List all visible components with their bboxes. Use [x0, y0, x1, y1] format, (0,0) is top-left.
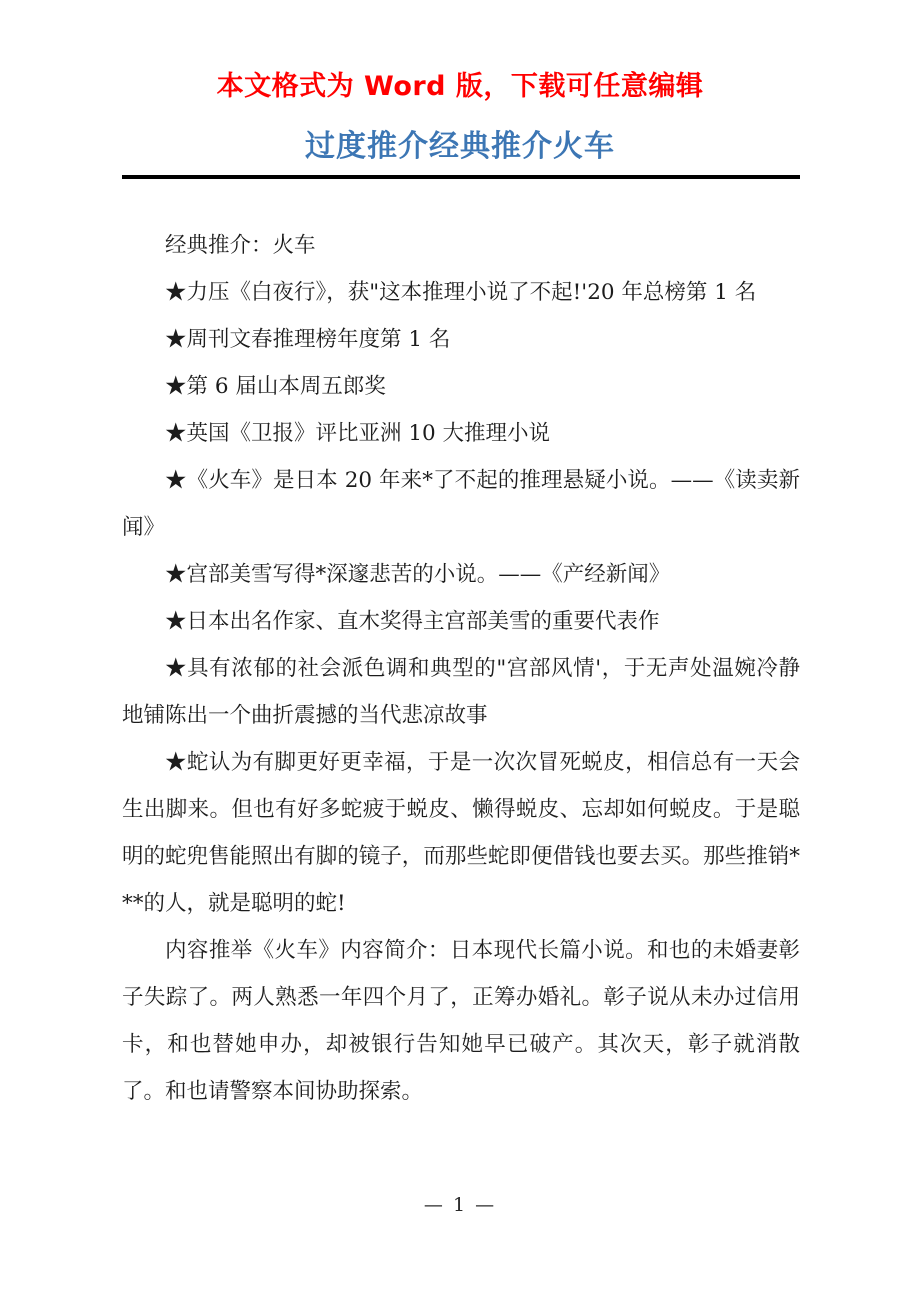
- page-title: 过度推介经典推介火车: [305, 129, 615, 164]
- paragraph-author: ★日本出名作家、直木奖得主宫部美雪的重要代表作: [165, 609, 660, 634]
- word-format-notice: 本文格式为 Word 版，下载可任意编辑: [216, 71, 704, 102]
- paragraph-award-3: ★第 6 届山本周五郎奖: [165, 374, 386, 399]
- paragraph-quote-1: ★《火车》是日本 20 年来*了不起的推理悬疑小说。——《读卖新闻》: [122, 468, 800, 540]
- paragraph-award-1: ★力压《白夜行》，获"这本推理小说了不起!'20 年总榜第 1 名: [165, 280, 757, 305]
- paragraph-style: ★具有浓郁的社会派色调和典型的"宫部风情'，于无声处温婉冷静地铺陈出一个曲折震撼的当代悲凉故事: [122, 656, 800, 728]
- paragraph-quote-2: ★宫部美雪写得*深邃悲苦的小说。——《产经新闻》: [165, 562, 671, 587]
- page-number-footer: — 1 —: [423, 1194, 497, 1216]
- title-divider: [122, 175, 800, 179]
- paragraph-award-4: ★英国《卫报》评比亚洲 10 大推理小说: [165, 421, 551, 446]
- paragraph-award-2: ★周刊文春推理榜年度第 1 名: [165, 327, 451, 352]
- document-body: [122, 222, 800, 1115]
- paragraph-snake: ★蛇认为有脚更好更幸福，于是一次次冒死蜕皮，相信总有一天会生出脚来。但也有好多蛇疲于蜕皮、懒得蜕皮、忘却如何蜕皮。于是聪明的蛇兜售能照出有脚的镜子，而那些蛇即便借钱也要去买。那些推销***的人，就是聪明的蛇!: [122, 750, 800, 916]
- paragraph-intro: 经典推介：火车: [165, 233, 316, 258]
- paragraph-synopsis: 内容推举《火车》内容简介：日本现代长篇小说。和也的未婚妻彰子失踪了。两人熟悉一年四个月了，正筹办婚礼。彰子说从未办过信用卡，和也替她申办，却被银行告知她早已破产。其次天，彰子就消散了。和也请警察本间协助探索。: [122, 938, 800, 1104]
